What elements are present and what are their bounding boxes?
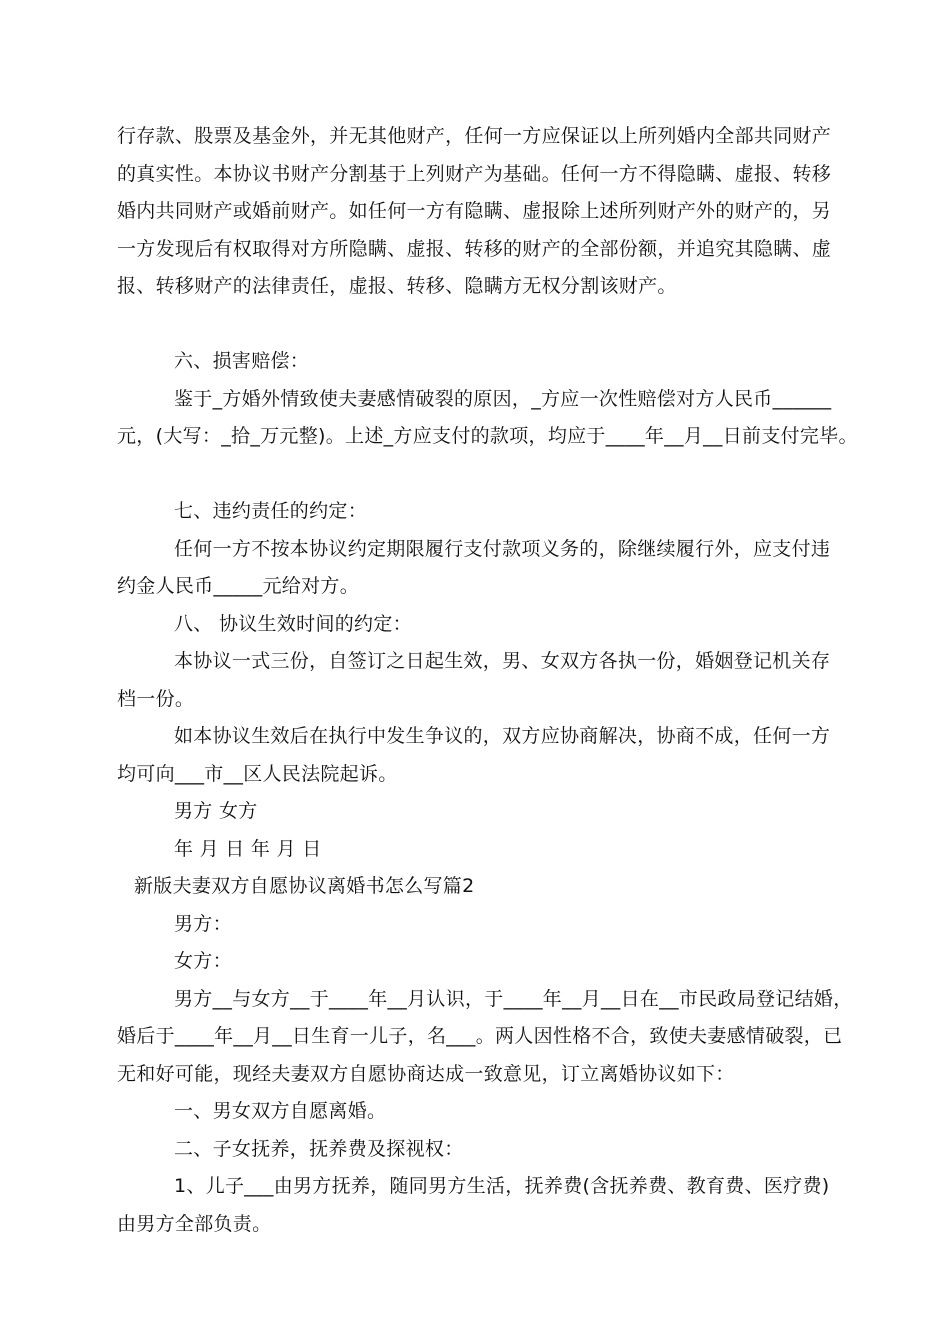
breach-text-line-2: 约金人民币_____元给对方。 — [117, 575, 360, 597]
paragraph-property-line-5: 报、转移财产的法律责任，虚报、转移、隐瞒方无权分割该财产。 — [117, 275, 677, 297]
paragraph-property-line-4: 一方发现后有权取得对方所隐瞒、虚报、转移的财产的全部份额，并追究其隐瞒、虚 — [117, 238, 832, 260]
signature-dates: 年 月 日 年 月 日 — [174, 838, 322, 860]
clause-child-custody-line-1: 1、儿子___由男方抚养，随同男方生活，抚养费(含抚养费、教育费、医疗费) — [174, 1175, 830, 1197]
damages-text-line-2: 元，(大写：_拾_万元整)。上述_方应支付的款项，均应于____年__月__日前支付完毕。 — [117, 425, 858, 447]
effective-text-line-1: 本协议一式三份，自签订之日起生效，男、女双方各执一份，婚姻登记机关存 — [174, 650, 831, 672]
clause-child-custody-heading: 二、子女抚养，抚养费及探视权： — [174, 1138, 464, 1160]
section-heading-breach: 七、违约责任的约定： — [174, 500, 368, 522]
section-heading-effective-date: 八、 协议生效时间的约定： — [174, 613, 412, 635]
dispute-text-line-2: 均可向___市__区人民法院起诉。 — [117, 763, 398, 785]
clause-child-custody-line-2: 由男方全部负责。 — [117, 1213, 272, 1235]
section-heading-damages: 六、损害赔偿： — [174, 350, 310, 372]
clause-divorce: 一、男女双方自愿离婚。 — [174, 1100, 387, 1122]
paragraph-property-line-3: 婚内共同财产或婚前财产。如任何一方有隐瞒、虚报除上述所列财产外的财产的，另 — [117, 200, 832, 222]
article-2-title: 新版夫妻双方自愿协议离婚书怎么写篇2 — [134, 875, 475, 897]
female-party-label: 女方： — [174, 950, 232, 972]
paragraph-property-line-1: 行存款、股票及基金外，并无其他财产，任何一方应保证以上所列婚内全部共同财产 — [117, 125, 832, 147]
background-text-line-3: 无和好可能，现经夫妻双方自愿协商达成一致意见，订立离婚协议如下： — [117, 1063, 735, 1085]
dispute-text-line-1: 如本协议生效后在执行中发生争议的，双方应协商解决，协商不成，任何一方 — [174, 725, 831, 747]
male-party-label: 男方： — [174, 913, 232, 935]
paragraph-property-line-2: 的真实性。本协议书财产分割基于上列财产为基础。任何一方不得隐瞒、虚报、转移 — [117, 163, 832, 185]
breach-text-line-1: 任何一方不按本协议约定期限履行支付款项义务的，除继续履行外，应支付违 — [174, 538, 831, 560]
background-text-line-1: 男方__与女方__于____年__月认识，于____年__月__日在__市民政局登记结婚， — [174, 988, 853, 1010]
background-text-line-2: 婚后于____年__月__日生育一儿子，名___。两人因性格不合，致使夫妻感情破裂，已 — [117, 1025, 843, 1047]
signature-parties: 男方 女方 — [174, 800, 258, 822]
damages-text-line-1: 鉴于_方婚外情致使夫妻感情破裂的原因，_方应一次性赔偿对方人民币______ — [174, 388, 832, 410]
effective-text-line-2: 档一份。 — [117, 688, 195, 710]
